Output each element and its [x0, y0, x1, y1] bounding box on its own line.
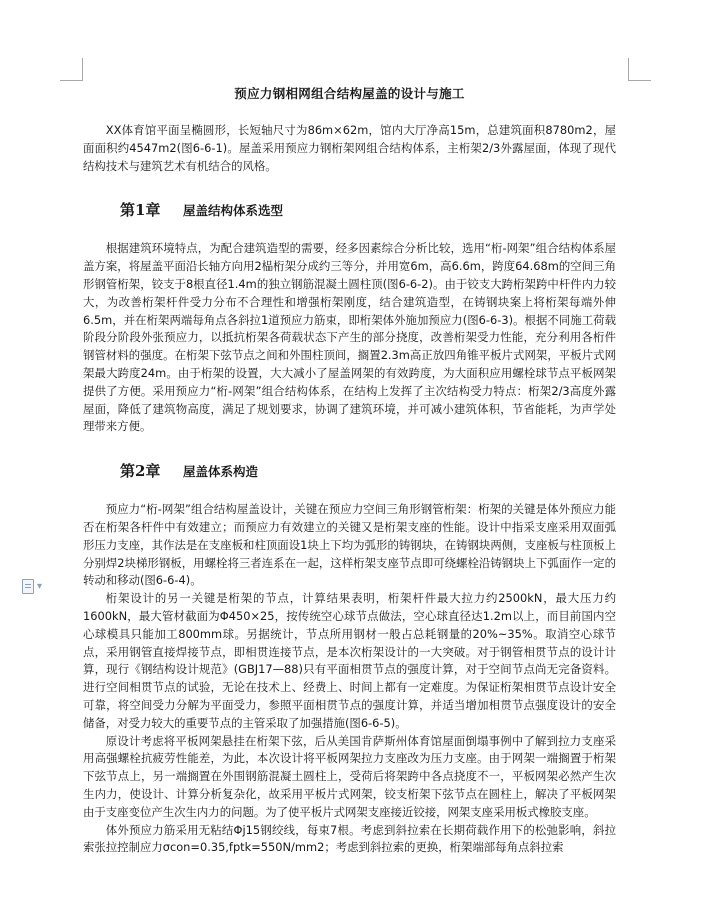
intro-paragraph: XX体育馆平面呈椭圆形，长短轴尺寸为86m×62m，馆内大厅净高15m，总建筑面积8780m2，屋面面积约4547m2(图6-6-1)。屋盖采用预应力钢桁架网组合结构体系，主桁架2/3外露屋面，体现了现代结构技术与建筑艺术有机结合的风格。: [83, 123, 616, 173]
document-title: 预应力钢相网组合结构屋盖的设计与施工: [234, 86, 465, 101]
chapter-number: 第2章: [120, 462, 161, 481]
chevron-down-icon: ▾: [37, 580, 43, 592]
chapter-heading: [83, 460, 616, 481]
body-paragraph: 根据建筑环境特点，为配合建筑造型的需要，经多因素综合分析比较，选用“桁-网架”组合结构体系屋盖方案，将屋盖平面沿长轴方向用2榀桁架分成约三等分，并用宽6m，高6.6m，跨度64.68m的空间三角形钢管桁架，铰支于8根直径1.4m的独立钢筋混凝土圆柱顶(图6-6-2)。由于铰支大跨桁架跨中杆件内力较大，为改善桁架杆件受力分布不合理性和增强桁架刚度，结合建筑造型，在铸钢块案上将桁架每端外伸6.5m，并在桁架两端每角点各斜拉1道预应力筋束，即桁架体外施加预应力(图6-6-3)。根据不同施工荷载阶段分阶段外张预应力，以抵抗桁架各荷载状态下产生的部分挠度，改善桁架受力性能，充分利用各桁件钢管材料的强度。在桁架下弦节点之间和外围柱顶间，搁置2.3m高正放四角锥平板片式网架，平板片式网架最大跨度24m。由于桁架的设置，大大减小了屋盖网架的有效跨度，为大面积应用螺栓球节点平板网架提供了方便。采用预应力“桁-网架”组合结构体系，在结构上发挥了主次结构受力特点：桁架2/3高度外露屋面，降低了建筑物高度，满足了规划要求，协调了建筑环境，并可减小建筑体积，节省能耗，为声学处理带来方便。: [83, 241, 616, 434]
chapter-title: 屋盖体系构造: [183, 464, 259, 480]
chapter-number: 第1章: [120, 201, 161, 220]
body-paragraph: 预应力“桁-网架”组合结构屋盖设计，关键在预应力空间三角形钢管桁架：桁架的关键是体外预应力能否在桁架各杆件中有效建立；而预应力有效建立的关键又是桁架支座的性能。设计中指采支座采用双面弧形压力支座，其作法是在支座板和柱顶面设1块上下均为弧形的铸钢块，在铸钢块两侧，支座板与柱顶板上分别焊2块梯形钢板，用螺栓将三者连系在一起，这样桁架支座节点即可绕螺栓沿铸钢块上下弧面作一定的转动和移动(图6-6-4)。: [83, 502, 616, 588]
chapter-heading: [83, 199, 616, 220]
crop-mark-top-right: [628, 58, 651, 81]
body-paragraph: 原设计考虑将平板网架悬挂在桁架下弦，后从美国肯萨斯州体育馆屋面倒塌事例中了解到拉力支座采用高强螺栓抗疲劳性能差，为此，本次设计将平板网架拉力支座改为压力支座。由于网架一端搁置于桁架下弦节点上，另一端搁置在外围钢筋混凝土圆柱上，受荷后将架跨中各点挠度不一，平板网架必然产生次生内力，使设计、计算分析复杂化，故采用平板片式网架，铰支桁架下弦节点在圆柱上，解决了平板网架由于支座变位产生次生内力的问题。为了使平板片式网架支座接近铰接，网架支座采用板式橡胶支座。: [83, 733, 616, 819]
document-options-icon[interactable]: [22, 578, 48, 594]
document-body: [83, 80, 616, 857]
body-paragraph: 体外预应力筋采用无粘结Φj15钢绞线，每束7根。考虑到斜拉索在长期荷载作用下的松弛影响，斜拉索张拉控制应力σcon=0.35,fptk=550N/mm2；考虑到斜拉索的更换，桁架端部每角点斜拉索: [83, 822, 616, 855]
chapter-title: 屋盖结构体系选型: [183, 203, 284, 219]
document-icon: [22, 579, 34, 594]
crop-mark-top-left: [60, 58, 83, 81]
body-paragraph: 桁架设计的另一关键是桁架的节点，计算结果表明，桁架杆件最大拉力约2500kN，最大压力约1600kN，最大管材截面为Φ450×25，按传统空心球节点做法，空心球直径达1.2m以上，而目前国内空心球模具只能加工800mm球。另据统计，节点所用钢材一般占总耗钢量的20%~35%。取消空心球节点，采用钢管直接焊接节点，即相贯连接节点，是本次桁架设计的一大突破。对于钢管相贯节点的设计计算，现行《钢结构设计规范》(GBJ17—88)只有平面相贯节点的强度计算，对于空间节点尚无完备资料。进行空间相贯节点的试验，无论在技术上、经费上、时间上都有一定难度。为保证桁架相贯节点设计安全可靠，将空间受力分解为平面受力，参照平面相贯节点的强度计算，并适当增加相贯节点强度设计的安全储备，对受力较大的重要节点的主管采取了加强措施(图6-6-5)。: [83, 591, 616, 730]
